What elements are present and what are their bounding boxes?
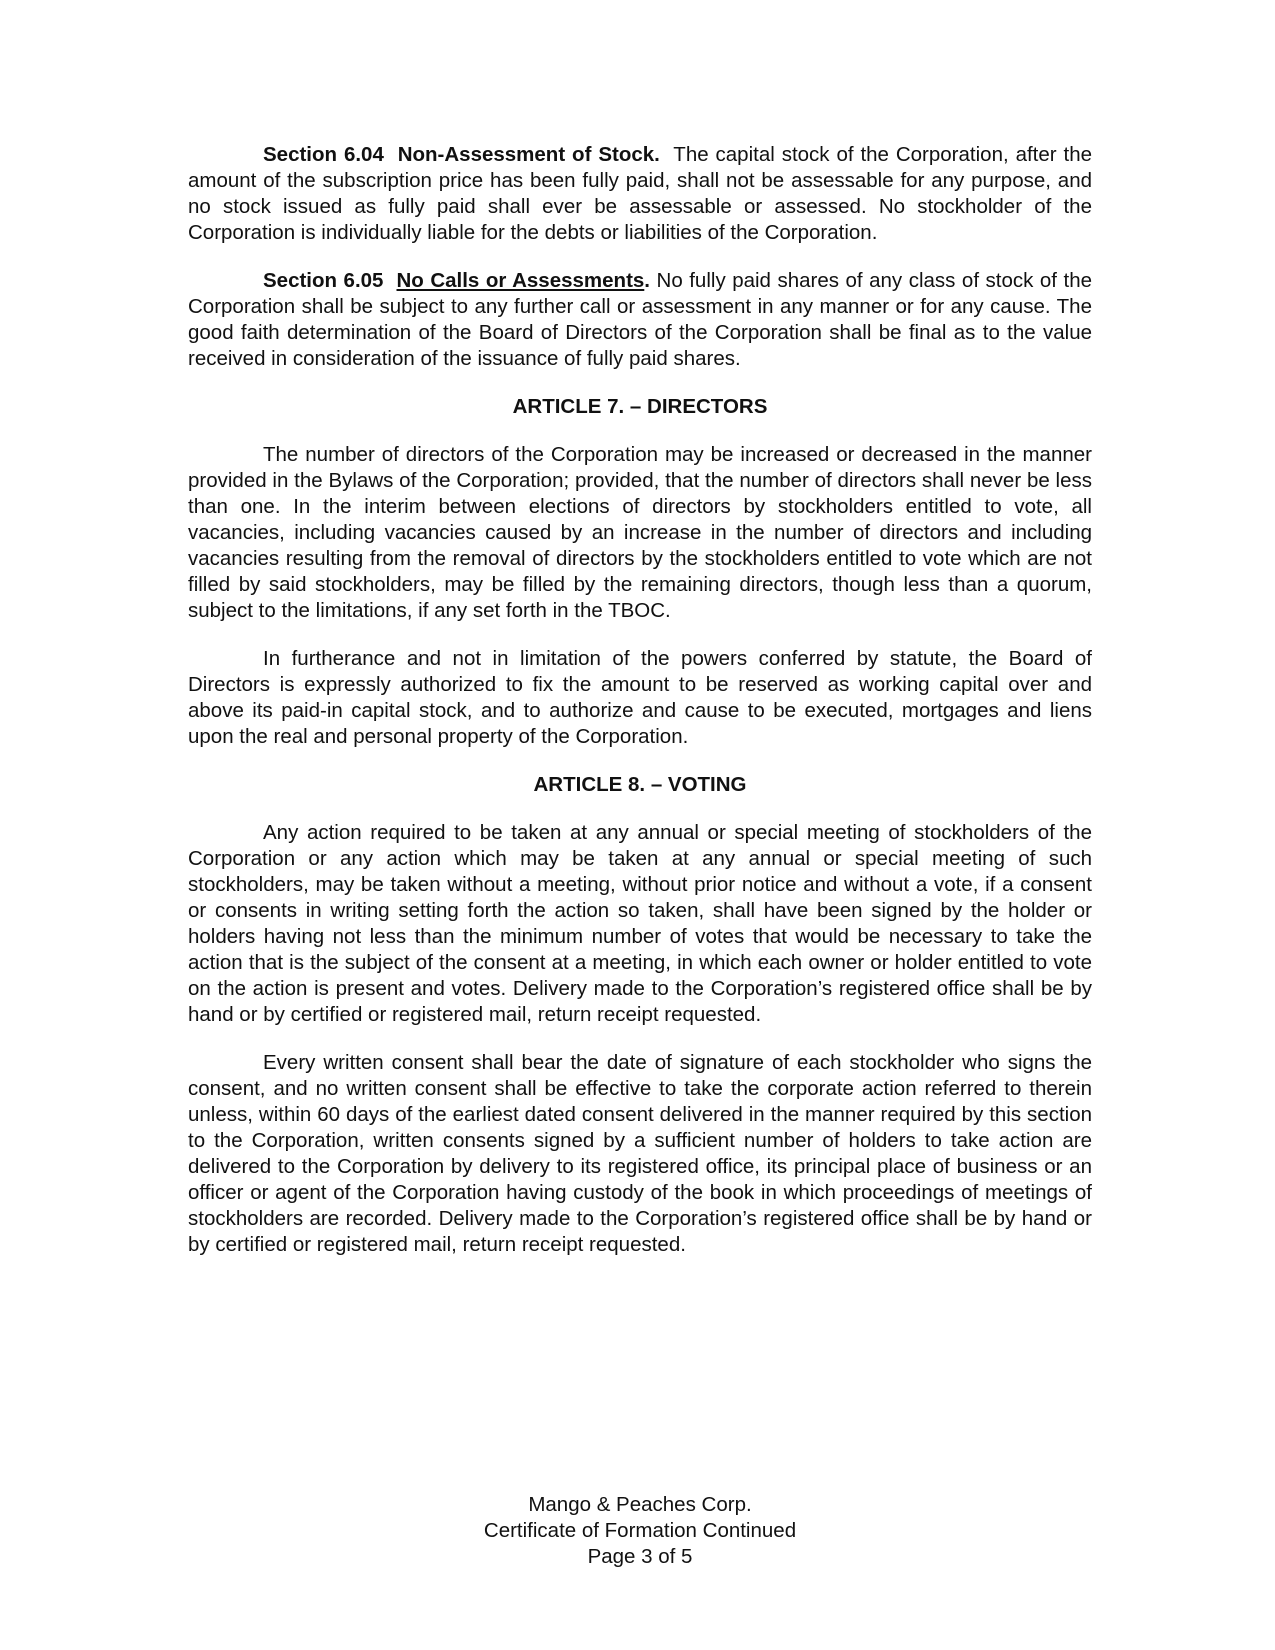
- section-6-04-title: Non-Assessment of Stock.: [397, 143, 660, 166]
- section-6-05-title-suffix: .: [644, 269, 650, 292]
- footer-company: Mango & Peaches Corp.: [528, 1493, 752, 1516]
- article-8-paragraph-2: Every written consent shall bear the date of signature of each stockholder who signs the consent, and no written consent shall be effective to take the corporate action referred to therein unless, within 60 days of the earliest dated consent delivered in the manner required by this section to the Corporation, written consents signed by a sufficient number of holders to take action are delivered to the Corporation by delivery to its registered office, its principal place of business or an officer or agent of the Corporation having custody of the book in which proceedings of meetings of stockholders are recorded. Delivery made to the Corporation’s registered office shall be by hand or by certified or registered mail, return receipt requested.: [188, 1051, 1092, 1256]
- section-6-05: [188, 268, 1092, 372]
- section-6-04-label: Section 6.04: [263, 143, 384, 166]
- page-footer: [188, 1492, 1092, 1570]
- article-7-paragraph-1: The number of directors of the Corporation may be increased or decreased in the manner provided in the Bylaws of the Corporation; provided, that the number of directors shall never be less than one. In the interim between elections of directors by stockholders entitled to vote, all vacancies, including vacancies caused by an increase in the number of directors and including vacancies resulting from the removal of directors by the stockholders entitled to vote which are not filled by said stockholders, may be filled by the remaining directors, though less than a quorum, subject to the limitations, if any set forth in the TBOC.: [188, 443, 1092, 622]
- article-8-paragraph-1: Any action required to be taken at any annual or special meeting of stockholders of the Corporation or any action which may be taken at any annual or special meeting of such stockholders, may be taken without a meeting, without prior notice and without a vote, if a consent or consents in writing setting forth the action so taken, shall have been signed by the holder or holders having not less than the minimum number of votes that would be necessary to take the action that is the subject of the consent at a meeting, in which each owner or holder entitled to vote on the action is present and votes. Delivery made to the Corporation’s registered office shall be by hand or by certified or registered mail, return receipt requested.: [188, 821, 1092, 1026]
- article-7-paragraph-2: In furtherance and not in limitation of the powers conferred by statute, the Board of Directors is expressly authorized to fix the amount to be reserved as working capital over and above its paid-in capital stock, and to authorize and cause to be executed, mortgages and liens upon the real and personal property of the Corporation.: [188, 647, 1092, 748]
- section-6-05-label: Section 6.05: [263, 269, 384, 292]
- footer-page-number: Page 3 of 5: [587, 1545, 693, 1568]
- document-page: [188, 142, 1092, 1280]
- article-7-heading: ARTICLE 7. – DIRECTORS: [512, 395, 768, 418]
- article-8-heading: ARTICLE 8. – VOTING: [533, 773, 747, 796]
- footer-document-title: Certificate of Formation Continued: [483, 1519, 797, 1542]
- section-6-04-body: The capital stock of the Corporation, after the amount of the subscription price has been fully paid, shall not be assessable for any purpose, and no stock issued as fully paid shall ever be assessable or assessed. No stockholder of the Corporation is individually liable for the debts or liabilities of the Corporation.: [188, 143, 1092, 244]
- section-6-05-title: No Calls or Assessments: [396, 269, 645, 292]
- section-6-04: [188, 142, 1092, 246]
- section-6-05-body: No fully paid shares of any class of stock of the Corporation shall be subject to any further call or assessment in any manner or for any cause. The good faith determination of the Board of Directors of the Corporation shall be final as to the value received in consideration of the issuance of fully paid shares.: [188, 269, 1092, 370]
